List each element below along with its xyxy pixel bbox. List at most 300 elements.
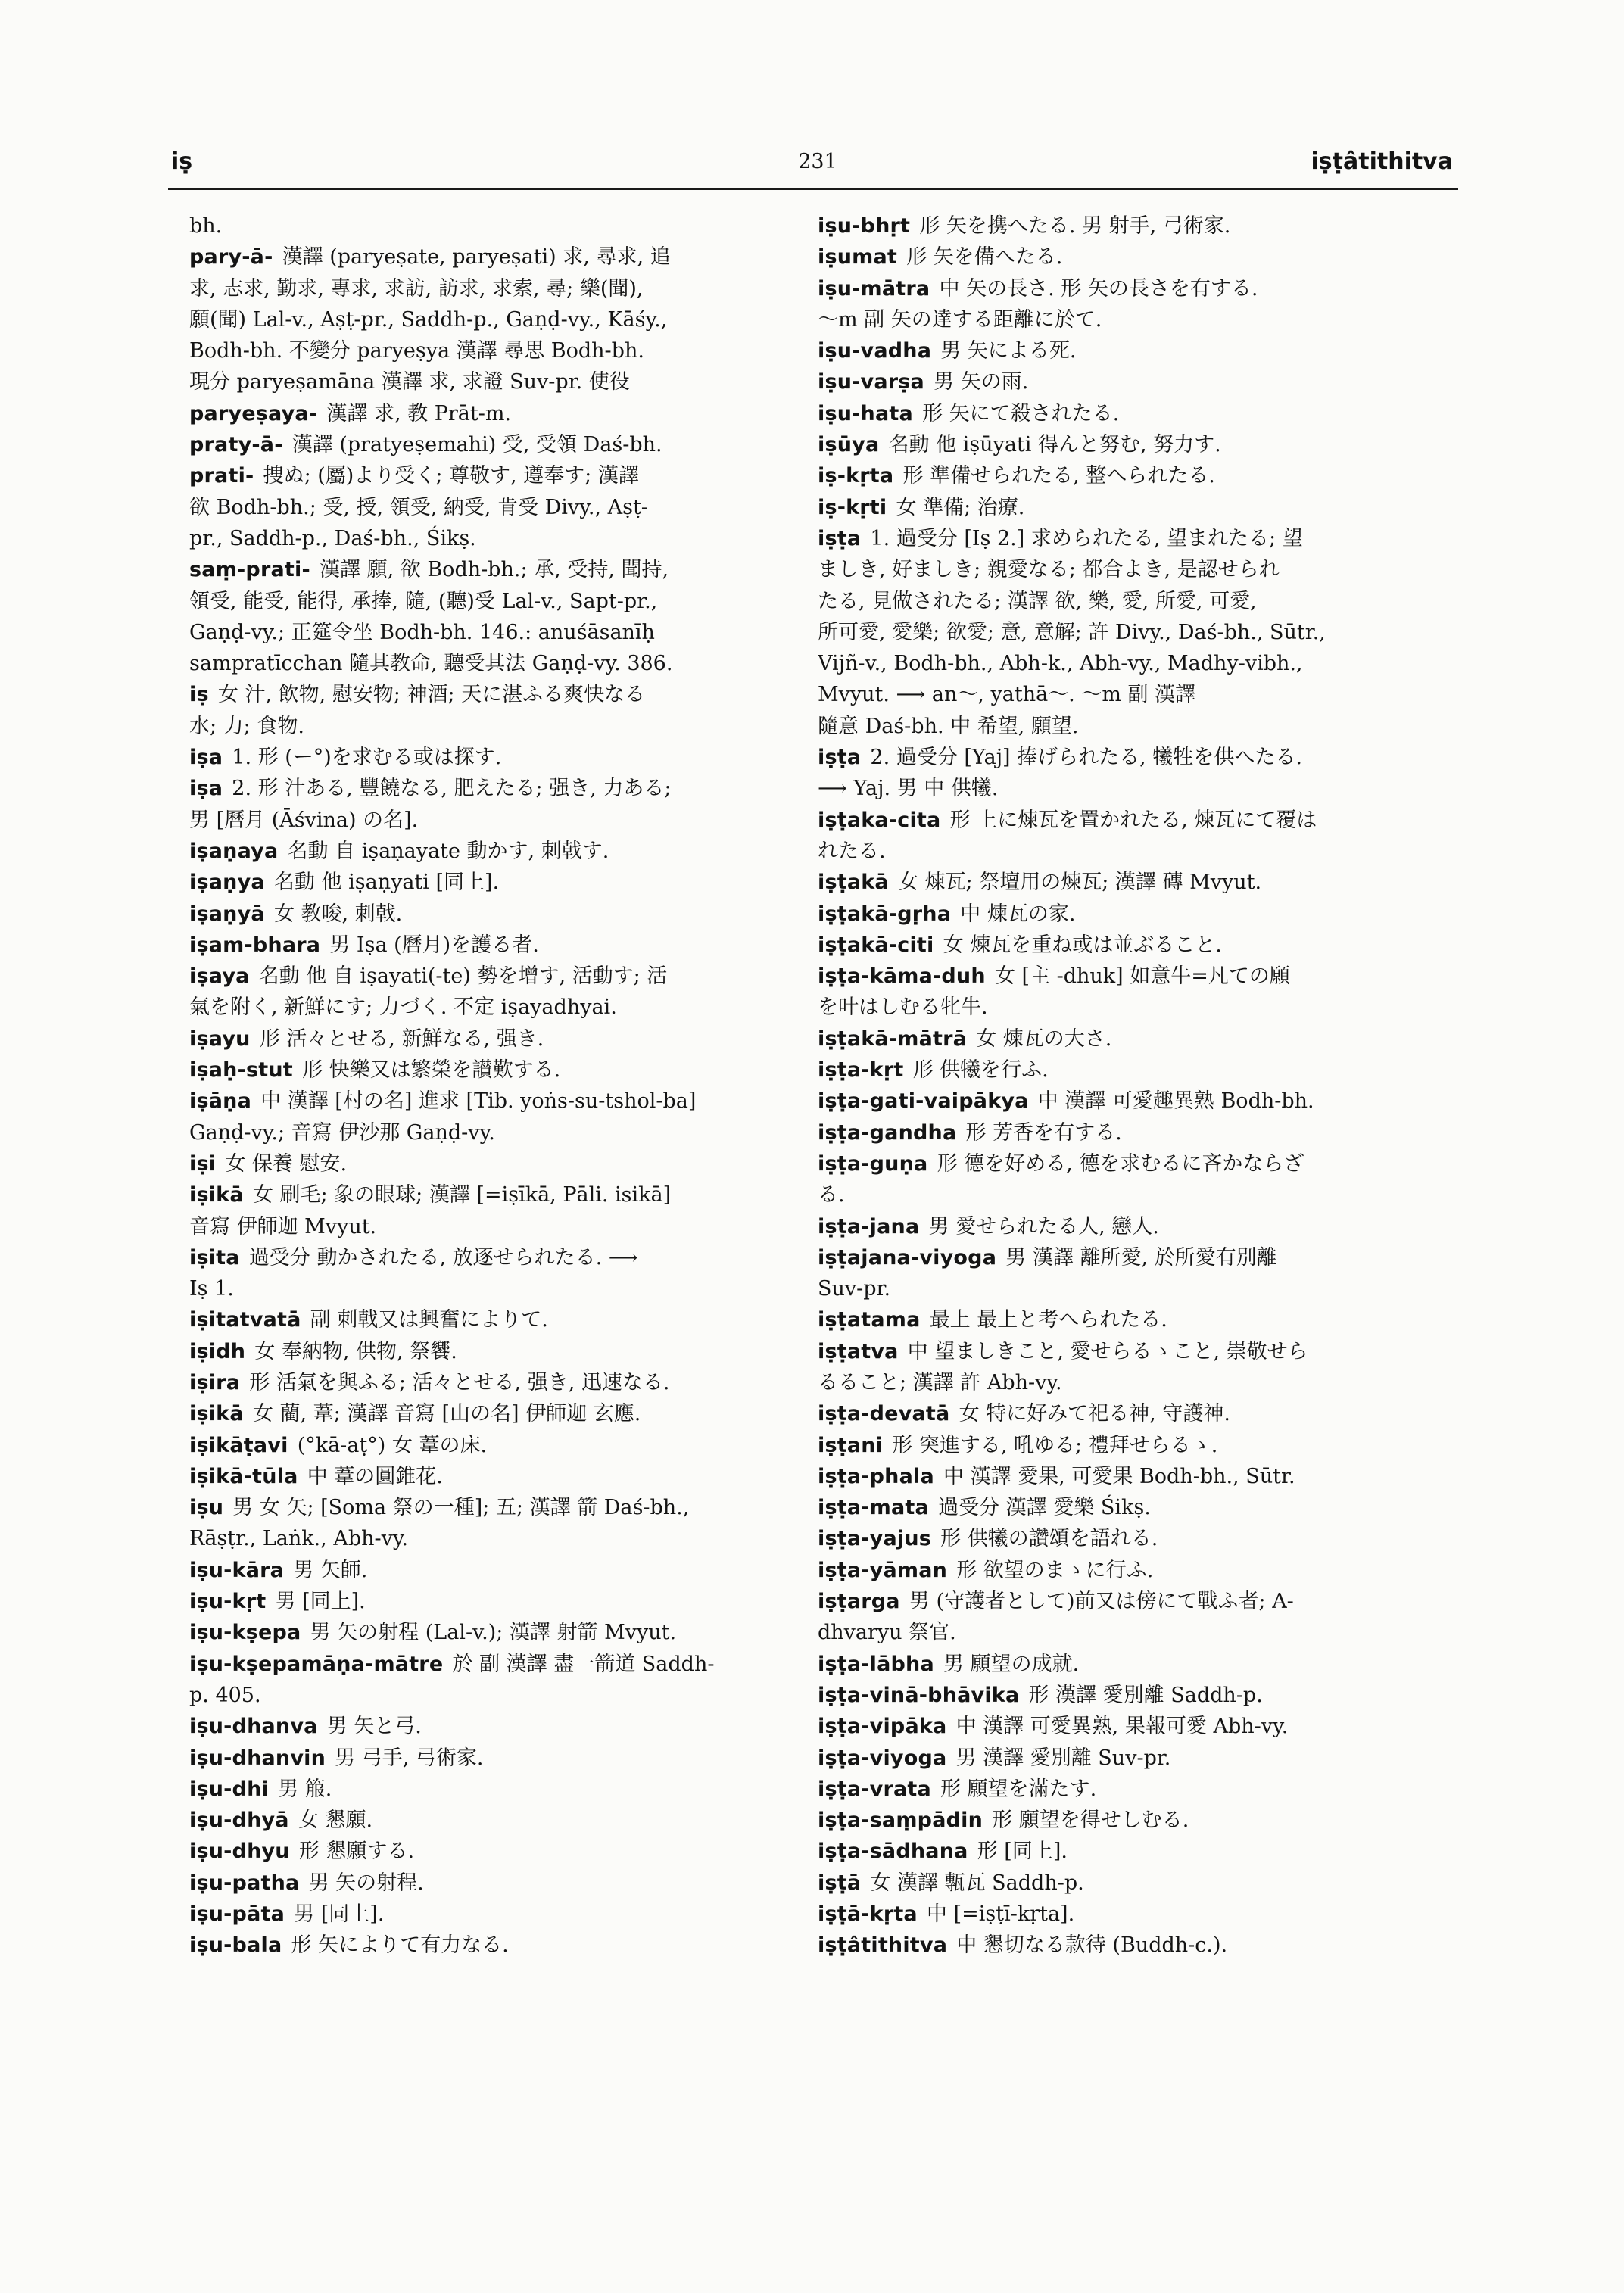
entry-continuation-line (189, 648, 804, 679)
entry-continuation-line (818, 679, 1432, 710)
entry-headword: iṣu-varṣa (818, 370, 924, 394)
entry-continuation-line (189, 1680, 804, 1711)
entry-headword: iṣṭa-viyoga (818, 1746, 947, 1770)
entry-text: 形 上に煉瓦を置かれたる, 煉瓦にて覆は (949, 808, 1317, 832)
entry-text: 男 弓手, 弓術家. (335, 1746, 484, 1770)
entry-text: 女 汁, 飲物, 慰安物; 神酒; 天に湛ふる爽快なる (217, 683, 646, 707)
entry-headword: saṃ-prati- (189, 558, 310, 582)
entry-text: 男 願望の成就. (943, 1652, 1080, 1676)
entry-continuation-line (189, 711, 804, 742)
dictionary-entry (189, 899, 804, 930)
entry-text: 音寫 伊師迦 Mvyut. (189, 1214, 377, 1238)
entry-text: 男 [同上]. (275, 1590, 366, 1614)
entry-continuation-line (189, 1273, 804, 1304)
entry-headword: iṣaya (189, 964, 250, 989)
entry-text: 中 [=iṣṭī-kṛta]. (927, 1902, 1075, 1927)
entry-text: 欲 Bodh-bh.; 受, 授, 領受, 納受, 肯受 Divy., Aṣṭ- (189, 495, 648, 519)
entry-text: 名動 他 iṣaṇyati [同上]. (273, 871, 500, 895)
entry-text: 名動 自 iṣaṇayate 動かす, 刺戟す. (287, 839, 609, 863)
entry-headword: iṣu-pāta (189, 1902, 285, 1927)
entry-text: 副 刺戟又は興奮によりて. (310, 1308, 548, 1332)
dictionary-entry (189, 241, 804, 273)
entry-text: 男 漢譯 愛別離 Suv-pr. (955, 1746, 1171, 1770)
entry-headword: iṣṭaka-cita (818, 808, 941, 832)
entry-text: Gaṇḍ-vy.; 正筵令坐 Bodh-bh. 146.: anuśāsanīḥ (189, 620, 655, 644)
entry-headword: iṣ (189, 683, 209, 707)
entry-continuation-line (818, 617, 1432, 648)
entry-continuation-line (189, 1211, 804, 1242)
entry-headword: iṣikā (189, 1183, 244, 1207)
entry-continuation-line (818, 773, 1432, 804)
entry-headword: iṣṭa-gandha (818, 1120, 957, 1145)
dictionary-entry (189, 1711, 804, 1742)
dictionary-entry (818, 1461, 1432, 1492)
entry-headword: iṣita (189, 1245, 240, 1270)
entry-text: Gaṇḍ-vy.; 音寫 伊沙那 Gaṇḍ-vy. (189, 1120, 495, 1145)
dictionary-entry (189, 1743, 804, 1774)
entry-headword: iṣ-kṛta (818, 464, 894, 488)
entry-text: 領受, 能受, 能得, 承捧, 隨, (聽)受 Lal-v., Sapt-pr., (189, 589, 658, 613)
entry-text: 1. 形 (ー°)を求むる或は探す. (232, 746, 502, 770)
entry-text: 過受分 動かされたる, 放逐せられたる. ⟶ (248, 1245, 638, 1270)
entry-headword: iṣṭa (818, 526, 862, 550)
entry-headword: iṣṭatama (818, 1308, 921, 1332)
entry-text: 形 漢譯 愛別離 Saddh-p. (1028, 1683, 1263, 1707)
entry-text: 形 德を好める, 德を求むるに吝かならざ (937, 1151, 1304, 1176)
dictionary-entry (189, 1367, 804, 1398)
entry-headword: iṣṭa-vinā-bhāvika (818, 1683, 1020, 1707)
entry-continuation-line (189, 1523, 804, 1554)
entry-headword: iṣṭa-vrata (818, 1777, 931, 1801)
dictionary-entry (189, 742, 804, 773)
dictionary-entry (818, 1805, 1432, 1836)
entry-headword: iṣṭakā-citi (818, 933, 934, 957)
entry-text: 中 漢譯 愛果, 可愛果 Bodh-bh., Sūtr. (943, 1464, 1295, 1488)
entry-text: ましき, 好ましき; 親愛なる; 都合よき, 是認せられ (818, 558, 1280, 582)
entry-headword: iṣṭa (818, 746, 862, 770)
entry-headword: iṣu-kṛt (189, 1590, 267, 1614)
entry-headword: iṣu-hata (818, 401, 913, 425)
entry-continuation-line (189, 210, 804, 241)
dictionary-entry (818, 1023, 1432, 1055)
entry-text: 形 突進する, 吼ゆる; 禮拜せらるゝ. (892, 1433, 1218, 1457)
dictionary-entry (818, 1336, 1432, 1367)
entry-continuation-line (189, 304, 804, 335)
entry-headword: iṣṭa-sādhana (818, 1840, 968, 1864)
entry-continuation-line (189, 366, 804, 397)
entry-headword: iṣu-dhyā (189, 1809, 289, 1833)
entry-text: 漢譯 (pratyeṣemahi) 受, 受領 Daś-bh. (291, 433, 662, 457)
dictionary-entry (189, 1586, 804, 1617)
entry-text: Mvyut. ⟶ an〜, yathā〜. 〜m 副 漢譯 (818, 683, 1196, 707)
entry-headword: iṣaṇyā (189, 902, 265, 926)
dictionary-entry (189, 554, 804, 585)
entry-text: 男 矢と弓. (326, 1715, 422, 1739)
entry-headword: iṣṭakā-gṛha (818, 902, 952, 926)
entry-headword: iṣaṇya (189, 871, 265, 895)
entry-text: 形 準備せられたる, 整へられたる. (902, 464, 1215, 488)
entry-headword: iṣu (189, 1496, 224, 1520)
entry-headword: iṣṭā (818, 1871, 862, 1895)
entry-continuation-line (818, 711, 1432, 742)
entry-text: Rāṣṭr., Laṅk., Abh-vy. (189, 1527, 409, 1551)
entry-headword: iṣam-bhara (189, 933, 321, 957)
dictionary-entry (818, 1586, 1432, 1617)
entry-continuation-line (818, 648, 1432, 679)
entry-headword: pary-ā- (189, 245, 273, 269)
entry-text: dhvaryu 祭官. (818, 1621, 956, 1645)
entry-text: れたる. (818, 839, 886, 863)
dictionary-entry (189, 773, 804, 804)
entry-headword: iṣu-vadha (818, 339, 932, 363)
dictionary-entry (818, 429, 1432, 460)
entry-headword: iṣṭa-saṃpādin (818, 1809, 983, 1833)
dictionary-entry (818, 867, 1432, 898)
entry-headword: praty-ā- (189, 433, 283, 457)
entry-headword: iṣaṇaya (189, 839, 279, 863)
dictionary-entry (818, 523, 1432, 554)
entry-text: たる, 見做されたる; 漢譯 欲, 樂, 愛, 所愛, 可愛, (818, 589, 1257, 613)
entry-text: Iṣ 1. (189, 1277, 234, 1301)
entry-headword: iṣu-kṣepamāṇa-mātre (189, 1652, 444, 1676)
dictionary-entry (818, 1211, 1432, 1242)
entry-text: 水; 力; 食物. (189, 714, 304, 738)
entry-headword: iṣaḥ-stut (189, 1058, 293, 1083)
entry-headword: paryeṣaya- (189, 401, 318, 425)
dictionary-entry (189, 1930, 804, 1961)
entry-text: pr., Saddh-p., Daś-bh., Śikṣ. (189, 526, 476, 550)
entry-text: 女 特に好みて祀る神, 守護神. (959, 1402, 1230, 1426)
dictionary-entry (189, 867, 804, 898)
dictionary-entry (818, 210, 1432, 241)
entry-text: 男 矢の雨. (934, 370, 1029, 394)
dictionary-entry (818, 961, 1432, 992)
entry-text: 願(聞) Lal-v., Aṣṭ-pr., Saddh-p., Gaṇḍ-vy., Kāśy., (189, 307, 668, 332)
entry-text: 中 漢譯 可愛趣異熟 Bodh-bh. (1037, 1089, 1314, 1114)
entry-headword: iṣikāṭavi (189, 1433, 288, 1457)
entry-headword: iṣu-bhṛt (818, 214, 911, 238)
entry-headword: iṣṭâtithitva (818, 1933, 948, 1958)
dictionary-entry (189, 429, 804, 460)
dictionary-entry (189, 1617, 804, 1648)
dictionary-entry (189, 1774, 804, 1805)
dictionary-entry (818, 1523, 1432, 1554)
entry-headword: iṣṭa-mata (818, 1496, 929, 1520)
entry-text: 形 矢を携へたる. 男 射手, 弓術家. (919, 214, 1231, 238)
entry-text: 〜m 副 矢の達する距離に於て. (818, 307, 1102, 332)
entry-text: 男 矢の射程 (Lal-v.); 漢譯 射箭 Mvyut. (310, 1621, 677, 1645)
dictionary-entry (818, 1899, 1432, 1930)
entry-text: 所可愛, 愛樂; 欲愛; 意, 意解; 許 Divy., Daś-bh., Sūtr., (818, 620, 1326, 644)
dictionary-entry (818, 742, 1432, 773)
entry-headword: iṣikā-tūla (189, 1464, 298, 1488)
entry-text: 形 活々とせる, 新鮮なる, 强き. (259, 1027, 544, 1051)
entry-continuation-line (189, 805, 804, 836)
entry-headword: iṣu-bala (189, 1933, 282, 1958)
entry-text: る. (818, 1183, 845, 1207)
entry-headword: iṣṭa-kāma-duh (818, 964, 986, 989)
entry-headword: iṣu-kāra (189, 1558, 285, 1582)
dictionary-entry (189, 1336, 804, 1367)
entry-text: 中 葦の圓錐花. (307, 1464, 443, 1488)
dictionary-entry (189, 1555, 804, 1586)
entry-text: 漢譯 願, 欲 Bodh-bh.; 承, 受持, 聞持, (320, 558, 669, 582)
dictionary-entry (818, 1868, 1432, 1899)
entry-continuation-line (818, 554, 1432, 585)
entry-text: 1. 過受分 [Iṣ 2.] 求められたる, 望まれたる; 望 (870, 526, 1303, 550)
entry-text: 女 [主 -dhuk] 如意牛=凡ての願 (994, 964, 1290, 989)
entry-text: 男 矢の射程. (308, 1871, 424, 1895)
entry-headword: iṣidh (189, 1339, 246, 1363)
entry-headword: iṣikā (189, 1402, 244, 1426)
entry-headword: iṣṭa-gati-vaipākya (818, 1089, 1029, 1114)
entry-text: 形 [同上]. (977, 1840, 1068, 1864)
entry-headword: iṣu-patha (189, 1871, 300, 1895)
entry-text: 形 願望を滿たす. (940, 1777, 1097, 1801)
entry-continuation-line (189, 992, 804, 1023)
dictionary-entry (818, 492, 1432, 523)
entry-headword: iṣṭakā-mātrā (818, 1027, 968, 1051)
entry-text: 女 教唆, 刺戟. (273, 902, 403, 926)
dictionary-entry (189, 1430, 804, 1461)
entry-text: 形 矢にて殺されたる. (922, 401, 1120, 425)
entry-continuation-line (818, 992, 1432, 1023)
dictionary-entry (189, 1836, 804, 1867)
entry-headword: iṣṭa-lābha (818, 1652, 934, 1676)
dictionary-entry (818, 398, 1432, 429)
dictionary-entry (818, 1430, 1432, 1461)
entry-text: 女 奉納物, 供物, 祭饗. (254, 1339, 457, 1363)
entry-text: 形 活氣を與ふる; 活々とせる, 强き, 迅速なる. (249, 1370, 670, 1394)
entry-text: 形 願望を得せしむる. (992, 1809, 1189, 1833)
entry-text: 形 欲望のまゝに行ふ. (956, 1558, 1154, 1582)
dictionary-entry (189, 1899, 804, 1930)
dictionary-entry (818, 1711, 1432, 1742)
entry-text: 形 矢を備へたる. (906, 245, 1063, 269)
dictionary-entry (818, 1555, 1432, 1586)
dictionary-entry (189, 460, 804, 491)
entry-headword: iṣṭā-kṛta (818, 1902, 918, 1927)
entry-text: るること; 漢譯 許 Abh-vy. (818, 1370, 1062, 1394)
dictionary-entry (818, 1743, 1432, 1774)
entry-headword: iṣūya (818, 433, 880, 457)
entry-text: 過受分 漢譯 愛樂 Śikṣ. (938, 1496, 1151, 1520)
entry-headword: iṣṭani (818, 1433, 884, 1457)
entry-continuation-line (189, 273, 804, 304)
entry-text: 捜ぬ; (屬)より受く; 尊敬す, 遵奉す; 漢譯 (263, 464, 639, 488)
entry-headword: iṣṭa-devatā (818, 1402, 950, 1426)
entry-headword: iṣṭa-phala (818, 1464, 934, 1488)
left-column (189, 210, 804, 1961)
entry-headword: iṣumat (818, 245, 898, 269)
entry-text: 男 矢師. (293, 1558, 368, 1582)
entry-continuation-line (189, 523, 804, 554)
dictionary-entry (818, 930, 1432, 961)
dictionary-entry (189, 836, 804, 867)
dictionary-entry (818, 1117, 1432, 1148)
entry-text: 女 煉瓦; 祭壇用の煉瓦; 漢譯 磚 Mvyut. (897, 871, 1262, 895)
entry-continuation-line (189, 586, 804, 617)
entry-text: 男 [曆月 (Āśvina) の名]. (189, 808, 419, 832)
entry-headword: iṣa (189, 777, 223, 801)
entry-text: を叶はしむる牝牛. (818, 995, 988, 1020)
entry-text: bh. (189, 214, 223, 238)
entry-headword: iṣu-dhanvin (189, 1746, 326, 1770)
entry-text: 隨意 Daś-bh. 中 希望, 願望. (818, 714, 1079, 738)
entry-headword: iṣitatvatā (189, 1308, 301, 1332)
entry-text: 中 懇切なる款待 (Buddh-c.). (956, 1933, 1228, 1958)
dictionary-entry (189, 961, 804, 992)
dictionary-entry (189, 1649, 804, 1680)
dictionary-entry (189, 1461, 804, 1492)
entry-headword: iṣu-dhyu (189, 1840, 290, 1864)
dictionary-entry (189, 930, 804, 961)
entry-text: 女 煉瓦の大さ. (976, 1027, 1112, 1051)
dictionary-entry (818, 1649, 1432, 1680)
entry-continuation-line (818, 1273, 1432, 1304)
entry-continuation-line (189, 335, 804, 366)
entry-headword: iṣayu (189, 1027, 251, 1051)
entry-headword: iṣi (189, 1151, 217, 1176)
entry-text: 2. 過受分 [Yaj] 捧げられたる, 犧牲を供へたる. (870, 746, 1302, 770)
entry-text: 男 (守護者として)前又は傍にて戰ふ者; A- (909, 1590, 1294, 1614)
entry-headword: iṣa (189, 746, 223, 770)
entry-text: 形 快樂又は繁榮を讃歎する. (302, 1058, 561, 1083)
entry-text: 男 愛せられたる人, 戀人. (928, 1214, 1159, 1238)
entry-headword: iṣira (189, 1370, 241, 1394)
dictionary-entry (818, 1086, 1432, 1117)
entry-text: 中 煉瓦の家. (960, 902, 1076, 926)
running-head-left: iṣ (171, 148, 193, 175)
entry-text: 形 供犧を行ふ. (912, 1058, 1049, 1083)
entry-text: 男 Iṣa (曆月)を護る者. (329, 933, 539, 957)
entry-text: 於 副 漢譯 盡一箭道 Saddh- (452, 1652, 715, 1676)
entry-text: 氣を附く, 新鮮にす; 力づく. 不定 iṣayadhyai. (189, 995, 617, 1020)
dictionary-entry (818, 1055, 1432, 1086)
entry-headword: iṣṭajana-viyoga (818, 1245, 997, 1270)
entry-headword: iṣāṇa (189, 1089, 251, 1114)
entry-text: 男 漢譯 離所愛, 於所愛有別離 (1005, 1245, 1277, 1270)
dictionary-entry (189, 1086, 804, 1117)
entry-text: 男 箙. (278, 1777, 332, 1801)
dictionary-entry (818, 1304, 1432, 1335)
entry-text: 漢譯 (paryeṣate, paryeṣati) 求, 尋求, 追 (282, 245, 671, 269)
entry-text: ⟶ Yaj. 男 中 供犧. (818, 777, 999, 801)
entry-continuation-line (818, 586, 1432, 617)
dictionary-entry (818, 1836, 1432, 1867)
dictionary-entry (189, 1805, 804, 1836)
entry-text: 女 懇願. (298, 1809, 373, 1833)
dictionary-entry (818, 460, 1432, 491)
entry-text: 男 女 矢; [Soma 祭の一種]; 五; 漢譯 箭 Daś-bh., (232, 1496, 690, 1520)
dictionary-entry (189, 1398, 804, 1429)
entry-text: 名動 他 iṣūyati 得んと努む, 努力す. (888, 433, 1221, 457)
dictionary-entry (189, 679, 804, 710)
dictionary-entry (818, 273, 1432, 304)
entry-text: Bodh-bh. 不變分 paryeṣya 漢譯 尋思 Bodh-bh. (189, 339, 644, 363)
entry-text: 形 懇願する. (298, 1840, 415, 1864)
entry-headword: iṣu-dhi (189, 1777, 269, 1801)
entry-continuation-line (189, 1117, 804, 1148)
entry-headword: iṣṭa-vipāka (818, 1715, 947, 1739)
entry-headword: iṣṭa-jana (818, 1214, 920, 1238)
dictionary-entry (189, 1242, 804, 1273)
dictionary-entry (818, 366, 1432, 397)
entry-text: (°kā-aṭ°) 女 葦の床. (297, 1433, 488, 1457)
dictionary-entry (189, 1148, 804, 1179)
dictionary-entry (818, 1680, 1432, 1711)
entry-text: 中 漢譯 可愛異熟, 果報可愛 Abh-vy. (955, 1715, 1289, 1739)
entry-text: 中 望ましきこと, 愛せらるゝこと, 崇敬せら (907, 1339, 1308, 1363)
entry-continuation-line (818, 1617, 1432, 1648)
dictionary-entry (818, 1774, 1432, 1805)
dictionary-entry (189, 1023, 804, 1055)
entry-text: 形 供犧の讚頌を語れる. (940, 1527, 1158, 1551)
entry-text: 女 刷毛; 象の眼球; 漢譯 [=iṣīkā, Pāli. isikā] (252, 1183, 672, 1207)
entry-headword: iṣṭa-yajus (818, 1527, 932, 1551)
entry-text: 漢譯 求, 教 Prāt-m. (326, 401, 512, 425)
entry-text: 中 矢の長さ. 形 矢の長さを有する. (939, 276, 1258, 301)
dictionary-entry (189, 1492, 804, 1523)
entry-text: 男 [同上]. (294, 1902, 385, 1927)
running-head-right: iṣṭâtithitva (1311, 148, 1453, 175)
entry-headword: iṣṭarga (818, 1590, 900, 1614)
entry-text: 現分 paryeṣamāna 漢譯 求, 求證 Suv-pr. 使役 (189, 370, 630, 394)
page-number: 231 (798, 150, 837, 173)
dictionary-entry (818, 1930, 1432, 1961)
entry-headword: iṣṭakā (818, 871, 889, 895)
entry-text: 形 矢によりて有力なる. (291, 1933, 509, 1958)
entry-text: 女 藺, 葦; 漢譯 音寫 [山の名] 伊師迦 玄應. (252, 1402, 641, 1426)
dictionary-entry (818, 1242, 1432, 1273)
dictionary-entry (189, 1304, 804, 1335)
dictionary-entry (189, 398, 804, 429)
dictionary-entry (189, 1179, 804, 1210)
entry-continuation-line (189, 617, 804, 648)
entry-text: 女 準備; 治療. (896, 495, 1025, 519)
dictionary-entry (818, 899, 1432, 930)
dictionary-entry (189, 1055, 804, 1086)
right-column (818, 210, 1432, 1961)
entry-headword: iṣṭatva (818, 1339, 899, 1363)
dictionary-entry (818, 241, 1432, 273)
entry-text: sampratīcchan 隨其教命, 聽受其法 Gaṇḍ-vy. 386. (189, 652, 673, 676)
dictionary-entry (818, 805, 1432, 836)
entry-headword: iṣu-kṣepa (189, 1621, 301, 1645)
entry-text: 中 漢譯 [村の名] 進求 [Tib. yoṅs-su-tshol-ba] (260, 1089, 697, 1114)
dictionary-entry (818, 1398, 1432, 1429)
entry-headword: iṣṭa-kṛt (818, 1058, 904, 1083)
entry-text: Vijñ-v., Bodh-bh., Abh-k., Abh-vy., Madhy-vibh., (818, 652, 1303, 676)
entry-headword: iṣ-kṛti (818, 495, 887, 519)
entry-text: 名動 他 自 iṣayati(-te) 勢を增す, 活動す; 活 (258, 964, 668, 989)
entry-text: 女 保養 慰安. (225, 1151, 348, 1176)
entry-continuation-line (818, 1179, 1432, 1210)
entry-headword: prati- (189, 464, 254, 488)
entry-text: Suv-pr. (818, 1277, 891, 1301)
entry-text: 求, 志求, 勤求, 專求, 求訪, 訪求, 求索, 尋; 樂(聞), (189, 276, 644, 301)
entry-continuation-line (189, 492, 804, 523)
dictionary-entry (818, 335, 1432, 366)
entry-continuation-line (818, 304, 1432, 335)
entry-headword: iṣu-dhanva (189, 1715, 318, 1739)
dictionary-entry (818, 1492, 1432, 1523)
entry-text: 2. 形 汁ある, 豐饒なる, 肥えたる; 强き, 力ある; (232, 777, 672, 801)
entry-headword: iṣu-mātra (818, 276, 930, 301)
entry-headword: iṣṭa-guṇa (818, 1151, 928, 1176)
entry-continuation-line (818, 836, 1432, 867)
dictionary-entry (189, 1868, 804, 1899)
